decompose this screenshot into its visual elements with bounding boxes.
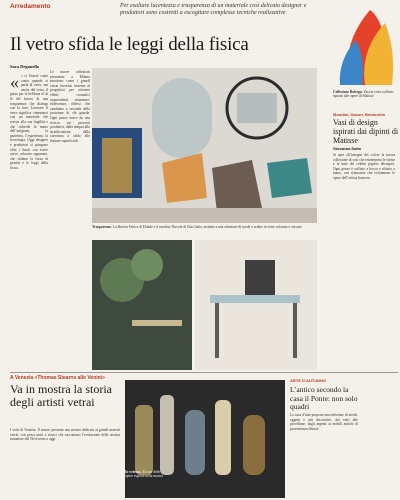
matisse-vase-photo (330, 5, 398, 87)
byline: Sara Deganello (10, 64, 40, 69)
section-rubric: Arredamento (10, 3, 51, 10)
main-glass-furniture-photo (92, 68, 317, 223)
sidebar-headline: Vasi di design ispirati dai dipinti di Matisse (333, 118, 399, 145)
column-text: Le nuove collezioni presentate a Milano mostrano come i grandi vetrai lavorino insieme ai progettisti per ottenere effetti cromatici sorprendenti: sfumature, iridescenze, riflessi che cambiano a seconda della posizione di chi guarda. Ogni pezzo nasce da una ricerca sui processi produttivi, dalla tempra alla stratificazione, dalla curvatura a caldo alle finiture superficiali. (50, 70, 90, 143)
column-text: Si apre all’insegna del colore la nuova collezione di vasi che reinterpreta le forme e le tinte dei celebri papiers découpés. Ogni pezzo è soffiato a bocca e rifinito a mano, con sfumature che richiamano le opere dell’artista francese. (333, 153, 395, 180)
divider (10, 372, 398, 373)
caption-text: Vasi in vetro soffiato ispirati alle opere di Matisse (333, 90, 394, 99)
venice-glass-photo (125, 380, 285, 498)
bottom-body (10, 428, 120, 498)
caption-label: In vetrina. (125, 470, 142, 474)
caption-label: Trasparenze. (92, 225, 112, 229)
body-column-1 (10, 74, 48, 369)
sidebar-photo-caption (333, 90, 395, 99)
bottom-photo-caption (125, 470, 165, 479)
headline: Il vetro sfida le leggi della fisica (10, 34, 249, 55)
glass-table-photo (195, 240, 317, 370)
kicker: Per esaltare lucentezza e trasparenza di un materiale così delicato designer e produttori sono costretti a escogitare complesse tecniche realizzative (120, 3, 307, 16)
body-column-2 (50, 70, 90, 370)
right-bottom-rubric: ARTE D’AUTUNNO (290, 378, 326, 383)
caption-text: La libreria Fenice di Driade e il tavolino Nuvola di Glas Italia, insieme a una selezione di tavoli e sedute in vetro colorato e curvato (112, 225, 302, 229)
sidebar-subheading: Mondini, Dacon, Bevacchio (333, 112, 386, 117)
main-photo-caption (92, 225, 317, 229)
right-bottom-body (290, 413, 358, 498)
column-text: « ci Grazie come conta quando si parla di vetro, ma anche del vetro, il gusto per la bellezza al di là del lavoro di una trasparenza che dialoga con la luce. Lavorare il vetro significa cimentarsi con un materiale che resiste alla sua fragilità e che richiede la mano dell’artigiano, la pazienza, l’esperienza, la tecnologia. Oggi designer e produttori si spingono oltre i limiti con lastre curve, colorate, sagomate, che sfidano la forza di gravità e le leggi della fisica. (10, 74, 48, 170)
dropcap: « (10, 74, 19, 92)
secondary-photo (92, 240, 192, 370)
sidebar-body (333, 153, 395, 368)
caption-text: Alcune delle opere esposte nella mostra (125, 470, 164, 479)
sidebar-byline: Giovanna Sotto (333, 147, 362, 151)
bottom-rubric: A Venezia «Thomas Stearns alle Venini» (10, 375, 105, 381)
bottom-headline: Va in mostra la storia degli artisti vetrai (10, 382, 112, 409)
caption-label: Collezione Bottega. (333, 90, 363, 94)
column-text: I vetri di Venezia. Il museo presenta una mostra dedicata ai grandi maestri vetrai, con pezzi unici e storici che raccontano l’evoluzione della tecnica muranese dal Novecento a oggi. (10, 428, 120, 442)
column-text: La casa d’aste propone una selezione di arredi, oggetti e arti decorative, dai vetri alle porcellane, dagli argenti ai mobili antichi di provenienza illustre. (290, 413, 358, 431)
right-bottom-headline: L’antico secondo la casa il Ponte: non solo quadri (290, 385, 358, 411)
